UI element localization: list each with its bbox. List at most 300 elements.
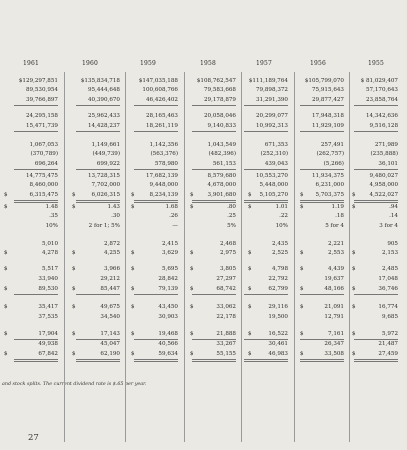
table-cell: 34,540: [100, 314, 120, 320]
table-cell: 79,898,372: [255, 87, 288, 93]
total-rule: [14, 200, 58, 201]
table-cell: 6,315,475: [29, 192, 58, 198]
table-cell: $129,297,851: [18, 78, 58, 84]
dollar-sign: $: [248, 266, 252, 272]
total-rule: [14, 202, 58, 203]
total-rule: [244, 131, 288, 132]
table-cell: 2,485: [381, 266, 398, 272]
table-cell: 2,153: [381, 250, 398, 256]
table-cell: .26: [169, 213, 178, 219]
table-row: [0, 86, 407, 95]
dollar-sign: $: [352, 286, 356, 292]
dollar-sign: $: [248, 331, 252, 337]
table-cell: (252,310): [260, 151, 288, 157]
table-cell: 1,142,356: [149, 142, 178, 148]
table-cell: 5,105,270: [259, 192, 288, 198]
dollar-sign: $: [300, 351, 304, 357]
year-header-1956: 1956: [309, 60, 327, 67]
table-cell: (482,396): [208, 151, 236, 157]
total-rule: [354, 361, 398, 362]
table-cell: 8,234,139: [149, 192, 178, 198]
table-cell: 3,629: [161, 250, 178, 256]
table-row: [0, 285, 407, 294]
dollar-sign: $: [248, 204, 252, 210]
total-rule: [76, 359, 120, 360]
table-cell: 19,500: [268, 314, 288, 320]
table-cell: 17,948,318: [311, 113, 344, 119]
table-cell: .35: [49, 213, 58, 219]
table-cell: 9,516,128: [369, 123, 398, 129]
table-cell: 1.01: [275, 204, 288, 210]
dollar-sign: $: [131, 351, 135, 357]
table-row: [0, 203, 407, 212]
table-cell: 20,058,046: [203, 113, 236, 119]
total-rule: [134, 361, 178, 362]
dollar-sign: $: [131, 204, 135, 210]
total-rule: [192, 202, 236, 203]
total-rule: [244, 361, 288, 362]
footnote: and stock splits. The current dividend rate is $.65 per year.: [2, 382, 147, 387]
table-cell: 2,553: [327, 250, 344, 256]
table-cell: 30,461: [268, 341, 288, 347]
total-rule: [134, 202, 178, 203]
dollar-sign: $: [248, 286, 252, 292]
total-rule: [14, 169, 58, 170]
total-rule: [354, 359, 398, 360]
dollar-sign: $: [190, 192, 194, 198]
dollar-sign: $: [190, 304, 194, 310]
table-cell: 3 for 4: [379, 223, 398, 229]
total-rule: [76, 202, 120, 203]
total-rule: [76, 361, 120, 362]
table-cell: 3,966: [103, 266, 120, 272]
dollar-sign: $: [190, 286, 194, 292]
dollar-sign: $: [352, 266, 356, 272]
table-cell: 35,417: [38, 304, 58, 310]
total-rule: [192, 339, 236, 340]
table-cell: 15,471,739: [25, 123, 58, 129]
dollar-sign: $: [300, 304, 304, 310]
table-cell: 59,634: [158, 351, 178, 357]
table-cell: .25: [227, 213, 236, 219]
table-cell: 33,267: [216, 341, 236, 347]
table-cell: 79,583,668: [203, 87, 236, 93]
table-cell: $111,189,764: [248, 78, 288, 84]
table-row: [0, 265, 407, 274]
table-row: [0, 330, 407, 339]
total-rule: [300, 200, 344, 201]
table-cell: (235,888): [370, 151, 398, 157]
year-header-1955: 1955: [367, 60, 385, 67]
year-header-1958: 1958: [199, 60, 217, 67]
total-rule: [134, 359, 178, 360]
total-rule: [244, 200, 288, 201]
dollar-sign: $: [352, 351, 356, 357]
table-row: [0, 122, 407, 131]
total-rule: [76, 339, 120, 340]
table-cell: .14: [389, 213, 398, 219]
table-cell: 28,842: [158, 276, 178, 282]
table-cell: 8,460,000: [29, 182, 58, 188]
dollar-sign: $: [352, 192, 356, 198]
table-cell: 2,468: [219, 241, 236, 247]
dollar-sign: $: [190, 331, 194, 337]
table-cell: 1.48: [45, 204, 58, 210]
page-number: 27: [28, 433, 39, 443]
total-rule: [134, 339, 178, 340]
total-rule: [244, 294, 288, 295]
total-rule: [14, 361, 58, 362]
table-cell: —: [172, 223, 178, 229]
table-cell: 4,678,000: [207, 182, 236, 188]
table-cell: 4,798: [271, 266, 288, 272]
dollar-sign: $: [4, 192, 8, 198]
table-cell: 6,026,315: [91, 192, 120, 198]
dollar-sign: $: [300, 331, 304, 337]
table-cell: 2,872: [103, 241, 120, 247]
table-cell: 22,792: [268, 276, 288, 282]
table-cell: 2,975: [219, 250, 236, 256]
table-row: [0, 181, 407, 190]
table-cell: 1,149,661: [91, 142, 120, 148]
total-rule: [300, 202, 344, 203]
total-rule: [134, 200, 178, 201]
table-cell: 30,903: [158, 314, 178, 320]
dollar-sign: $: [248, 304, 252, 310]
table-cell: 89,530,954: [25, 87, 58, 93]
total-rule: [76, 294, 120, 295]
table-cell: 22,178: [216, 314, 236, 320]
table-cell: 561,153: [212, 161, 236, 167]
table-cell: $108,762,547: [196, 78, 236, 84]
table-row: [0, 275, 407, 284]
table-cell: 5%: [227, 223, 236, 229]
year-header-1957: 1957: [255, 60, 273, 67]
table-row: [0, 96, 407, 105]
table-row: [0, 240, 407, 249]
table-cell: 5,703,375: [315, 192, 344, 198]
dollar-sign: $: [190, 351, 194, 357]
table-cell: 3,805: [219, 266, 236, 272]
table-row: [0, 212, 407, 221]
total-rule: [244, 339, 288, 340]
table-row: [0, 77, 407, 86]
table-cell: 10%: [45, 223, 58, 229]
dollar-sign: $: [131, 250, 135, 256]
table-cell: 2,221: [327, 241, 344, 247]
table-cell: 79,139: [158, 286, 178, 292]
dollar-sign: $: [190, 266, 194, 272]
dollar-sign: $: [352, 204, 356, 210]
table-cell: 68,742: [216, 286, 236, 292]
table-cell: .18: [335, 213, 344, 219]
dollar-sign: $: [248, 351, 252, 357]
total-rule: [76, 105, 120, 106]
dollar-sign: $: [72, 304, 76, 310]
table-cell: (5,266): [323, 161, 344, 167]
dollar-sign: $: [131, 286, 135, 292]
table-cell: 33,940: [38, 276, 58, 282]
dollar-sign: $: [72, 286, 76, 292]
dollar-sign: $: [72, 331, 76, 337]
dollar-sign: $: [72, 266, 76, 272]
table-cell: 1,067,053: [29, 142, 58, 148]
table-cell: 33,508: [324, 351, 344, 357]
table-cell: 23,858,764: [365, 97, 398, 103]
table-cell: 14,342,636: [365, 113, 398, 119]
table-cell: 9,448,000: [149, 182, 178, 188]
table-cell: .80: [227, 204, 236, 210]
total-rule: [300, 294, 344, 295]
dollar-sign: $: [131, 192, 135, 198]
table-cell: 27,459: [378, 351, 398, 357]
total-rule: [354, 169, 398, 170]
dollar-sign: $: [72, 192, 76, 198]
column-divider: [125, 72, 126, 442]
column-divider: [241, 72, 242, 442]
table-cell: 18,261,119: [145, 123, 178, 129]
dollar-sign: $: [352, 331, 356, 337]
table-cell: 5,448,000: [259, 182, 288, 188]
total-rule: [134, 105, 178, 106]
table-cell: 4,522,027: [369, 192, 398, 198]
total-rule: [192, 294, 236, 295]
table-cell: 62,799: [268, 286, 288, 292]
total-rule: [192, 361, 236, 362]
table-cell: 16,774: [378, 304, 398, 310]
total-rule: [192, 105, 236, 106]
table-cell: 439,043: [264, 161, 288, 167]
dollar-sign: $: [4, 304, 8, 310]
table-cell: 578,980: [154, 161, 178, 167]
table-cell: 27,297: [216, 276, 236, 282]
total-rule: [76, 131, 120, 132]
table-cell: 49,938: [38, 341, 58, 347]
table-cell: 4,255: [103, 250, 120, 256]
dollar-sign: $: [190, 204, 194, 210]
table-cell: $ 81,029,407: [360, 78, 398, 84]
dollar-sign: $: [300, 204, 304, 210]
column-divider: [64, 72, 65, 442]
table-cell: 31,291,390: [255, 97, 288, 103]
table-cell: 4,439: [327, 266, 344, 272]
table-cell: 1.68: [165, 204, 178, 210]
table-cell: (262,757): [316, 151, 344, 157]
dollar-sign: $: [300, 250, 304, 256]
table-cell: 2 for 1; 5%: [88, 223, 120, 229]
total-rule: [354, 202, 398, 203]
total-rule: [14, 131, 58, 132]
dollar-sign: $: [300, 266, 304, 272]
table-row: [0, 150, 407, 159]
table-cell: 5,517: [41, 266, 58, 272]
table-cell: $135,834,718: [80, 78, 120, 84]
table-cell: 28,165,463: [145, 113, 178, 119]
total-rule: [300, 105, 344, 106]
table-cell: 89,530: [38, 286, 58, 292]
table-cell: 10,553,270: [255, 173, 288, 179]
dollar-sign: $: [4, 286, 8, 292]
table-cell: 10,992,313: [255, 123, 288, 129]
table-cell: 100,608,766: [142, 87, 178, 93]
table-cell: 40,566: [158, 341, 178, 347]
table-cell: 7,161: [327, 331, 344, 337]
table-cell: 5,695: [161, 266, 178, 272]
dollar-sign: $: [4, 351, 8, 357]
dollar-sign: $: [352, 250, 356, 256]
total-rule: [354, 294, 398, 295]
total-rule: [244, 169, 288, 170]
table-row: [0, 191, 407, 200]
table-cell: .94: [389, 204, 398, 210]
total-rule: [134, 169, 178, 170]
table-row: [0, 112, 407, 121]
table-cell: 17,904: [38, 331, 58, 337]
year-header-1961: 1961: [22, 60, 40, 67]
table-cell: 21,888: [216, 331, 236, 337]
table-cell: 257,491: [320, 142, 344, 148]
total-rule: [300, 169, 344, 170]
table-row: [0, 160, 407, 169]
dollar-sign: $: [72, 204, 76, 210]
table-row: [0, 249, 407, 258]
table-cell: 2,525: [271, 250, 288, 256]
table-cell: 29,212: [100, 276, 120, 282]
table-cell: (563,376): [150, 151, 178, 157]
total-rule: [14, 339, 58, 340]
table-cell: 36,101: [378, 161, 398, 167]
table-cell: 6,231,000: [315, 182, 344, 188]
table-cell: 11,929,109: [311, 123, 344, 129]
table-cell: 16,522: [268, 331, 288, 337]
table-cell: (370,789): [30, 151, 58, 157]
table-cell: 5,972: [381, 331, 398, 337]
table-cell: 699,922: [96, 161, 120, 167]
table-cell: 20,299,077: [255, 113, 288, 119]
table-cell: 1,043,549: [207, 142, 236, 148]
total-rule: [134, 131, 178, 132]
total-rule: [300, 361, 344, 362]
table-cell: 696,264: [34, 161, 58, 167]
year-header-1959: 1959: [139, 60, 157, 67]
column-divider: [349, 72, 350, 442]
table-cell: 21,091: [324, 304, 344, 310]
table-cell: 29,877,427: [311, 97, 344, 103]
table-cell: $105,799,070: [304, 78, 344, 84]
table-cell: 55,155: [216, 351, 236, 357]
table-cell: 2,435: [271, 241, 288, 247]
dollar-sign: $: [4, 204, 8, 210]
table-cell: 17,682,139: [145, 173, 178, 179]
total-rule: [192, 200, 236, 201]
table-row: [0, 141, 407, 150]
table-cell: 48,166: [324, 286, 344, 292]
dollar-sign: $: [300, 192, 304, 198]
total-rule: [14, 294, 58, 295]
table-cell: 5,010: [41, 241, 58, 247]
table-cell: 14,775,475: [25, 173, 58, 179]
total-rule: [14, 359, 58, 360]
total-rule: [192, 359, 236, 360]
table-cell: 4,958,000: [369, 182, 398, 188]
table-cell: 29,116: [268, 304, 288, 310]
table-cell: 19,468: [158, 331, 178, 337]
table-cell: 13,728,315: [87, 173, 120, 179]
table-cell: 905: [387, 241, 398, 247]
table-row: [0, 303, 407, 312]
table-row: [0, 313, 407, 322]
table-cell: 7,702,000: [91, 182, 120, 188]
table-cell: 21,487: [378, 341, 398, 347]
table-cell: 10%: [275, 223, 288, 229]
total-rule: [244, 202, 288, 203]
table-cell: 67,842: [38, 351, 58, 357]
table-cell: 29,178,879: [203, 97, 236, 103]
table-cell: 11,934,375: [311, 173, 344, 179]
table-cell: .22: [279, 213, 288, 219]
table-cell: 1.43: [107, 204, 120, 210]
dollar-sign: $: [72, 351, 76, 357]
table-cell: 671,353: [264, 142, 288, 148]
table-cell: 9,140,833: [207, 123, 236, 129]
table-row: [0, 350, 407, 359]
total-rule: [354, 339, 398, 340]
table-cell: 95,444,648: [87, 87, 120, 93]
table-cell: 24,295,158: [25, 113, 58, 119]
total-rule: [76, 200, 120, 201]
table-cell: 2,415: [161, 241, 178, 247]
table-cell: 43,450: [158, 304, 178, 310]
table-row: [0, 222, 407, 231]
table-cell: 46,426,402: [145, 97, 178, 103]
table-cell: 57,170,643: [365, 87, 398, 93]
table-cell: 9,685: [381, 314, 398, 320]
dollar-sign: $: [131, 304, 135, 310]
dollar-sign: $: [4, 331, 8, 337]
dollar-sign: $: [300, 286, 304, 292]
total-rule: [354, 200, 398, 201]
table-cell: 19,637: [324, 276, 344, 282]
total-rule: [354, 105, 398, 106]
table-cell: $147,035,188: [138, 78, 178, 84]
table-cell: 40,390,670: [87, 97, 120, 103]
total-rule: [354, 131, 398, 132]
dollar-sign: $: [248, 192, 252, 198]
table-cell: 5 for 4: [325, 223, 344, 229]
dollar-sign: $: [72, 250, 76, 256]
column-divider: [294, 72, 295, 442]
total-rule: [244, 105, 288, 106]
dollar-sign: $: [190, 250, 194, 256]
total-rule: [134, 294, 178, 295]
table-row: [0, 172, 407, 181]
table-cell: 12,791: [324, 314, 344, 320]
dollar-sign: $: [131, 331, 135, 337]
table-cell: 17,143: [100, 331, 120, 337]
table-cell: 3,901,680: [207, 192, 236, 198]
table-cell: 62,190: [100, 351, 120, 357]
table-cell: 14,428,237: [87, 123, 120, 129]
dollar-sign: $: [4, 266, 8, 272]
table-cell: 75,915,643: [311, 87, 344, 93]
total-rule: [76, 169, 120, 170]
year-header-1960: 1960: [81, 60, 99, 67]
table-row: [0, 340, 407, 349]
total-rule: [244, 359, 288, 360]
dollar-sign: $: [248, 250, 252, 256]
dollar-sign: $: [131, 266, 135, 272]
table-cell: 85,447: [100, 286, 120, 292]
